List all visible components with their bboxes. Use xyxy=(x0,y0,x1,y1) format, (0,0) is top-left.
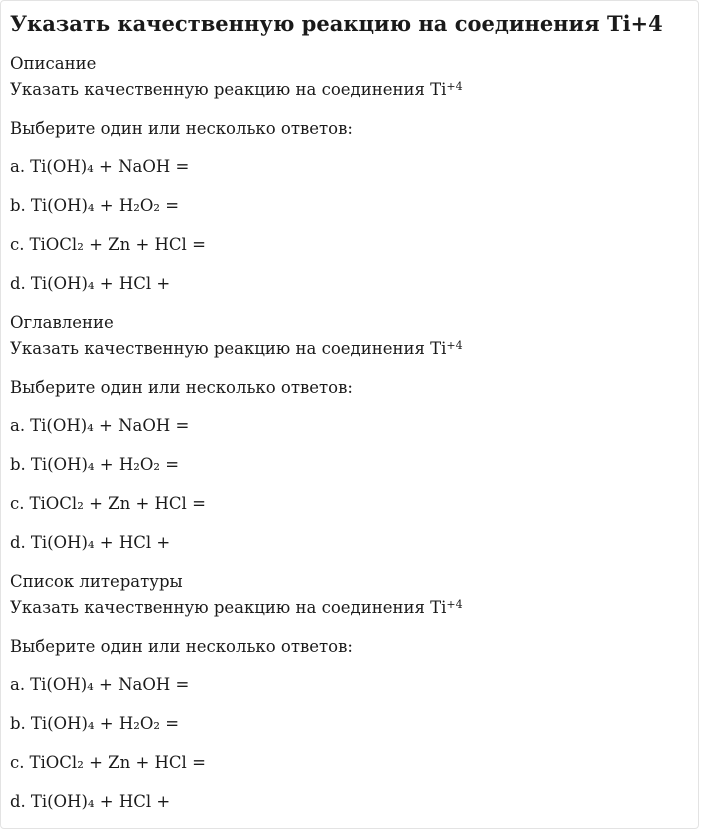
answer-prompt: Выберите один или несколько ответов: xyxy=(10,119,353,138)
question-text: Указать качественную реакцию на соединения $Ti^{+4}$ xyxy=(10,80,463,99)
answer-prompt: Выберите один или несколько ответов: xyxy=(10,637,353,656)
answer-option-b: b. Ti(OH)₄ + H₂O₂ = xyxy=(10,455,180,474)
answer-option-a: a. Ti(OH)₄ + NaOH = xyxy=(10,157,190,176)
answer-option-c: c. TiOCl₂ + Zn + HCl = xyxy=(10,494,206,513)
question-text: Указать качественную реакцию на соединения $Ti^{+4}$ xyxy=(10,339,463,358)
section-description xyxy=(10,51,690,311)
section-heading: Список литературы xyxy=(10,572,183,591)
question-text: Указать качественную реакцию на соединения $Ti^{+4}$ xyxy=(10,598,463,617)
answer-option-a: a. Ti(OH)₄ + NaOH = xyxy=(10,675,190,694)
oxidation-state: +4 xyxy=(446,80,463,93)
oxidation-state: +4 xyxy=(446,598,463,611)
page-title: Указать качественную реакцию на соединения Ti+4 xyxy=(10,11,663,36)
answer-option-c: c. TiOCl₂ + Zn + HCl = xyxy=(10,235,206,254)
oxidation-state: +4 xyxy=(446,339,463,352)
section-heading: Описание xyxy=(10,54,97,73)
answer-option-d: d. Ti(OH)₄ + HCl + xyxy=(10,792,171,811)
answer-option-b: b. Ti(OH)₄ + H₂O₂ = xyxy=(10,714,180,733)
answer-option-d: d. Ti(OH)₄ + HCl + xyxy=(10,274,171,293)
answer-prompt: Выберите один или несколько ответов: xyxy=(10,378,353,397)
section-contents xyxy=(10,310,690,570)
answer-option-c: c. TiOCl₂ + Zn + HCl = xyxy=(10,753,206,772)
section-heading: Оглавление xyxy=(10,313,114,332)
section-references xyxy=(10,569,690,829)
answer-option-a: a. Ti(OH)₄ + NaOH = xyxy=(10,416,190,435)
answer-option-d: d. Ti(OH)₄ + HCl + xyxy=(10,533,171,552)
answer-option-b: b. Ti(OH)₄ + H₂O₂ = xyxy=(10,196,180,215)
